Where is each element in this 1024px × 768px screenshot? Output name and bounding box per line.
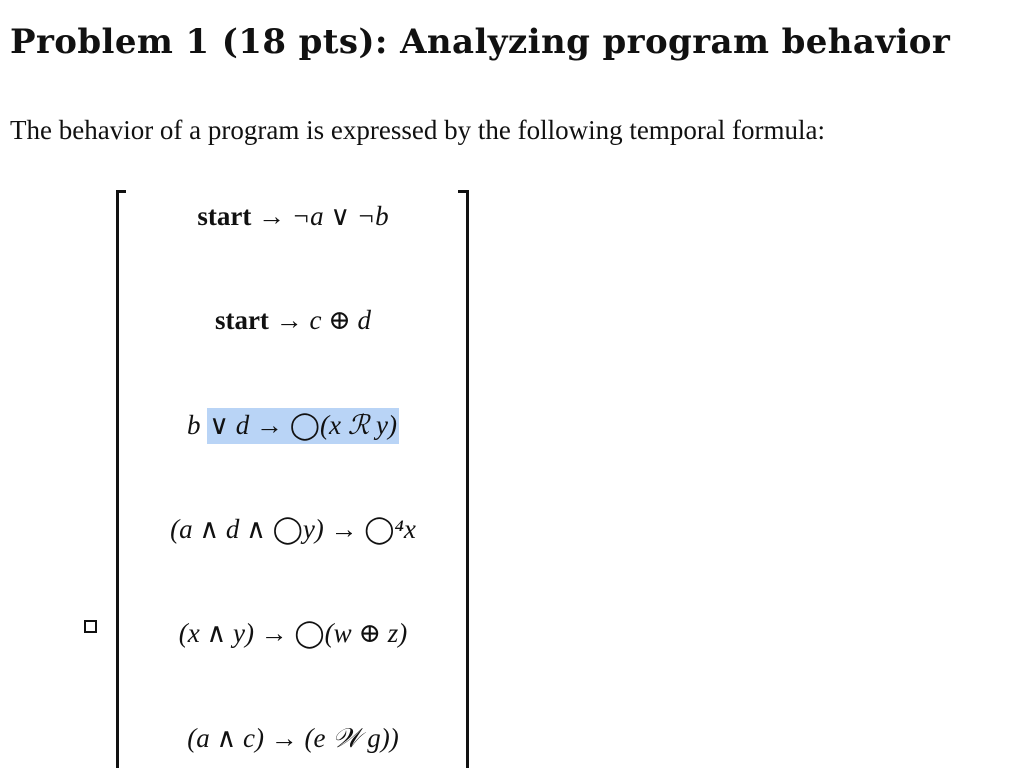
formula-line-2 (130, 302, 456, 338)
start-keyword: start (214, 305, 269, 335)
formula-expression: (a ∧ d ∧ ◯y) → ◯⁴x (170, 514, 416, 544)
formula-expression: b (187, 410, 208, 440)
start-keyword: start (197, 201, 252, 231)
formula-expression: → c ⊕ d (268, 305, 372, 335)
formula-line-1 (130, 198, 456, 234)
formula-line-6 (130, 720, 456, 756)
formula-expression: → ¬a ∨ ¬b (251, 201, 389, 231)
text-selection-highlight[interactable]: ∨ d → ◯(x ℛ y) (207, 408, 399, 444)
formula-line-4 (130, 511, 456, 547)
right-bracket (458, 190, 469, 768)
formula-expression: (a ∧ c) → (e 𝒲 g)) (187, 723, 399, 753)
intro-text: The behavior of a program is expressed by the following temporal formula: (10, 115, 826, 145)
problem-heading: Problem 1 (18 pts): Analyzing program behavior (10, 22, 951, 62)
always-operator-box (84, 620, 97, 633)
formula-expression: (x ∧ y) → ◯(w ⊕ z) (178, 618, 408, 648)
formula-line-3 (130, 407, 456, 443)
formula-line-5 (130, 615, 456, 651)
left-bracket (116, 190, 126, 768)
